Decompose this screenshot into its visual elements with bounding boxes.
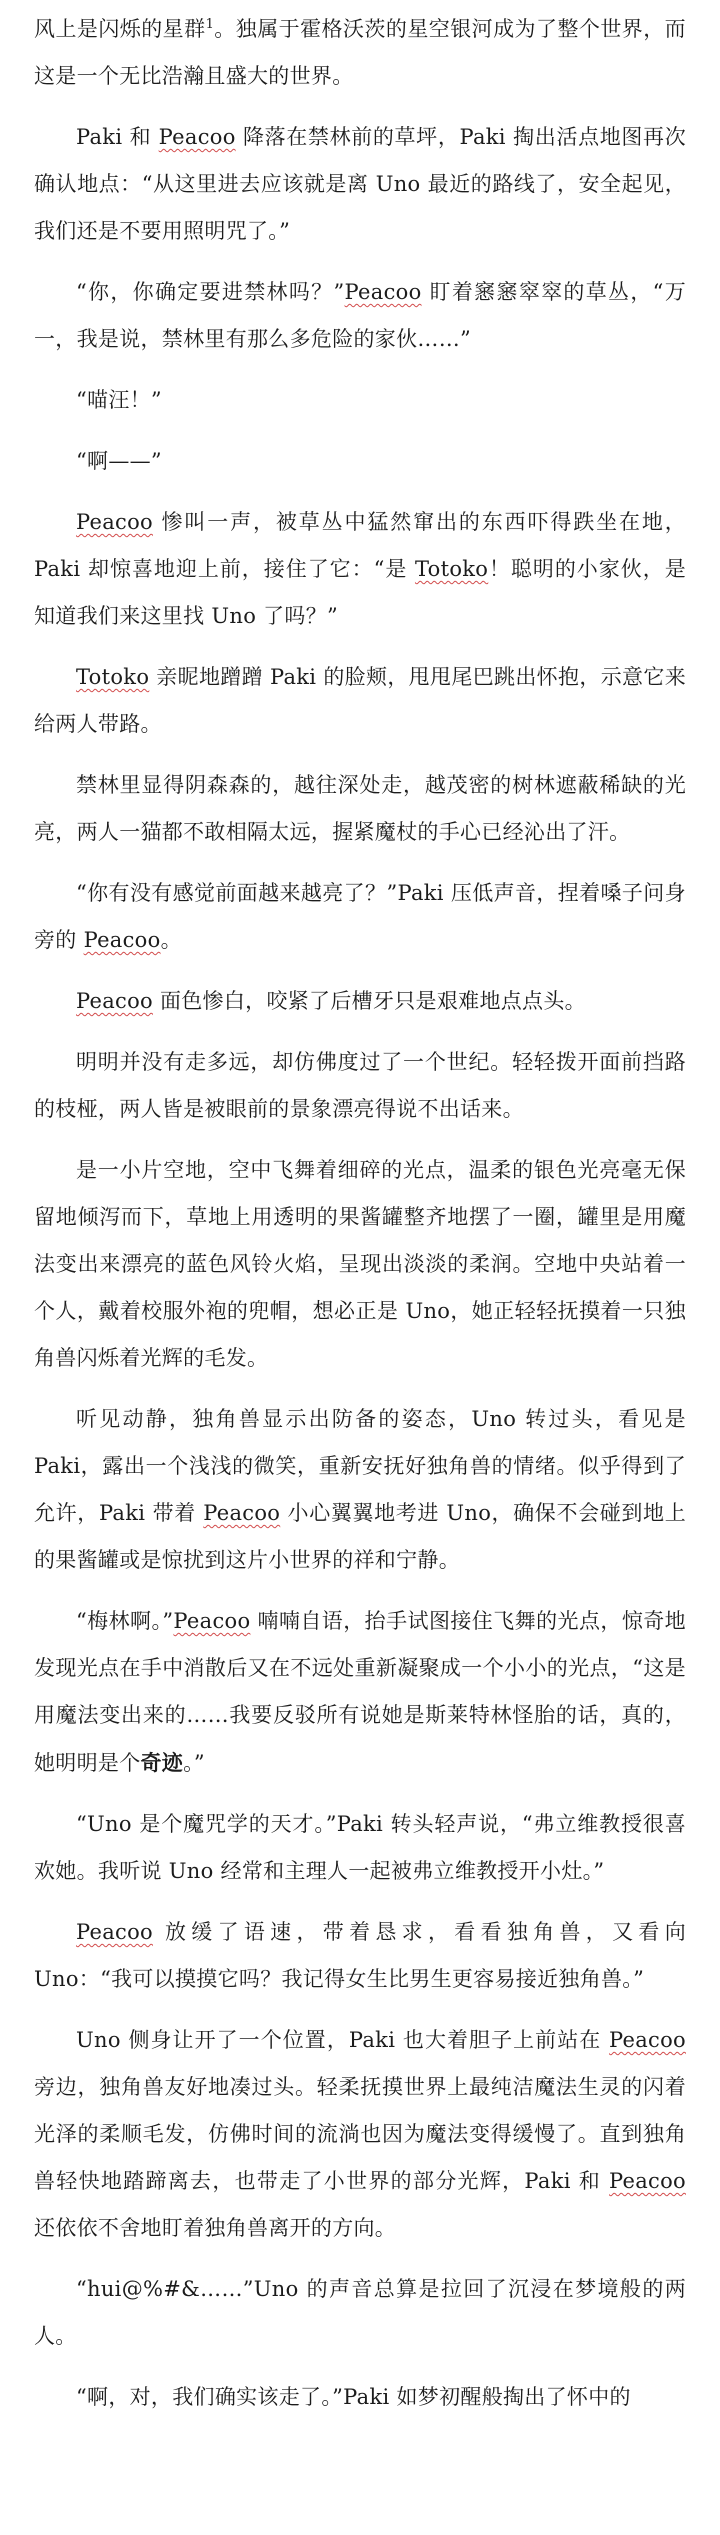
paragraph — [34, 2017, 686, 2252]
text-run: “梅林啊。” — [76, 1609, 174, 1633]
text-run: “你有没有感觉前面越来越亮了？”Paki 压低声音，捏着嗓子问身旁的 — [34, 881, 686, 952]
text-run: “你，你确定要进禁林吗？” — [76, 280, 345, 304]
spellcheck-flagged-word: Totoko — [414, 557, 489, 581]
text-run: 亲昵地蹭蹭 Paki 的脸颊，甩甩尾巴跳出怀抱，示意它来给两人带路。 — [34, 665, 686, 736]
paragraph — [34, 654, 686, 748]
text-run: 小心翼翼地考进 Uno，确保不会碰到地上的果酱罐或是惊扰到这片小世界的祥和宁静。 — [34, 1501, 686, 1572]
text-run: 盯着窸窸窣窣的草丛，“万一，我是说，禁林里有那么多危险的家伙……” — [34, 280, 687, 351]
spellcheck-flagged-word: Peacoo — [76, 989, 153, 1013]
spellcheck-flagged-word: Peacoo — [609, 2169, 686, 2193]
spellcheck-flagged-word: Peacoo — [83, 928, 161, 952]
text-run: 放缓了语速，带着恳求，看看独角兽，又看向 Uno：“我可以摸摸它吗？我记得女生比男生更容易接近独角兽。” — [34, 1920, 686, 1991]
paragraph — [34, 438, 686, 485]
paragraph — [34, 1039, 686, 1133]
text-run: 面色惨白，咬紧了后槽牙只是艰难地点点头。 — [152, 989, 586, 1013]
paragraph — [34, 114, 686, 255]
text-run: 喃喃自语，抬手试图接住飞舞的光点，惊奇地发现光点在手中消散后又在不远处重新凝聚成一个小小的光点，“这是用魔法变出来的……我要反驳所有说她是斯莱特林怪胎的话，真的，她明明是个 — [34, 1609, 686, 1775]
paragraph — [34, 2374, 686, 2421]
paragraph — [34, 978, 686, 1025]
text-run: 降落在禁林前的草坪，Paki 掏出活点地图再次确认地点：“从这里进去应该就是离 Uno 最近的路线了，安全起见，我们还是不要用照明咒了。” — [34, 125, 686, 243]
text-run: 明明并没有走多远，却仿佛度过了一个世纪。轻轻拨开面前挡路的枝桠，两人皆是被眼前的景象漂亮得说不出话来。 — [34, 1050, 686, 1121]
text-run: Uno 侧身让开了一个位置，Paki 也大着胆子上前站在 — [76, 2028, 610, 2052]
text-run: 还依依不舍地盯着独角兽离开的方向。 — [34, 2216, 397, 2240]
spellcheck-flagged-word: Peacoo — [76, 510, 153, 534]
spellcheck-flagged-word: Peacoo — [173, 1609, 251, 1633]
text-run: 风上是闪烁的星群 — [34, 17, 206, 41]
text-run: 。” — [183, 1751, 205, 1775]
paragraph — [34, 499, 686, 640]
emphasis-text: 奇迹 — [140, 1750, 184, 1775]
text-run: 。 — [160, 928, 182, 952]
text-run: 惨叫一声，被草丛中猛然窜出的东西吓得跌坐在地，Paki 却惊喜地迎上前，接住了它：“是 — [34, 510, 686, 581]
paragraph — [34, 1598, 686, 1787]
paragraph — [34, 762, 686, 856]
spellcheck-flagged-word: Totoko — [76, 665, 150, 689]
text-run: 听见动静，独角兽显示出防备的姿态，Uno 转过头，看见是 Paki，露出一个浅浅的微笑，重新安抚好独角兽的情绪。似乎得到了允许，Paki 带着 — [34, 1407, 686, 1525]
text-run: “啊——” — [76, 449, 162, 473]
text-run: 是一小片空地，空中飞舞着细碎的光点，温柔的银色光亮毫无保留地倾泻而下，草地上用透明的果酱罐整齐地摆了一圈，罐里是用魔法变出来漂亮的蓝色风铃火焰，呈现出淡淡的柔润。空地中央站着一个人，戴着校服外袍的兜帽，想必正是 Uno，她正轻轻抚摸着一只独角兽闪烁着光辉的毛发。 — [34, 1158, 686, 1370]
text-run: “啊，对，我们确实该走了。”Paki 如梦初醒般掏出了怀中的 — [76, 2385, 631, 2409]
text-run: “hui@%#&……”Uno 的声音总算是拉回了沉浸在梦境般的两人。 — [34, 2277, 686, 2348]
paragraph — [34, 1396, 686, 1584]
paragraph — [34, 6, 686, 100]
paragraph — [34, 269, 686, 363]
spellcheck-flagged-word: Peacoo — [609, 2028, 686, 2052]
text-run: ！聪明的小家伙，是知道我们来这里找 Uno 了吗？” — [34, 557, 686, 628]
paragraph — [34, 1801, 686, 1895]
text-run: “喵汪！” — [76, 388, 162, 412]
paragraph — [34, 1147, 686, 1382]
paragraph — [34, 870, 686, 964]
text-run: Paki 和 — [76, 125, 159, 149]
text-run: “Uno 是个魔咒学的天才。”Paki 转头轻声说，“弗立维教授很喜欢她。我听说 Uno 经常和主理人一起被弗立维教授开小灶。” — [34, 1812, 686, 1883]
text-run: 。独属于霍格沃茨的星空银河成为了整个世界，而这是一个无比浩瀚且盛大的世界。 — [34, 17, 686, 88]
paragraph — [34, 1909, 686, 2003]
paragraph — [34, 2266, 686, 2360]
footnote-marker: 1 — [205, 17, 215, 32]
spellcheck-flagged-word: Peacoo — [76, 1920, 153, 1944]
spellcheck-flagged-word: Peacoo — [203, 1501, 281, 1525]
text-run: 禁林里显得阴森森的，越往深处走，越茂密的树林遮蔽稀缺的光亮，两人一猫都不敢相隔太远，握紧魔杖的手心已经沁出了汗。 — [34, 773, 686, 844]
paragraph — [34, 377, 686, 424]
text-run: 旁边，独角兽友好地凑过头。轻柔抚摸世界上最纯洁魔法生灵的闪着光泽的柔顺毛发，仿佛时间的流淌也因为魔法变得缓慢了。直到独角兽轻快地踏蹄离去，也带走了小世界的部分光辉，Paki 和 — [34, 2075, 686, 2193]
spellcheck-flagged-word: Peacoo — [158, 125, 236, 149]
spellcheck-flagged-word: Peacoo — [344, 280, 422, 304]
